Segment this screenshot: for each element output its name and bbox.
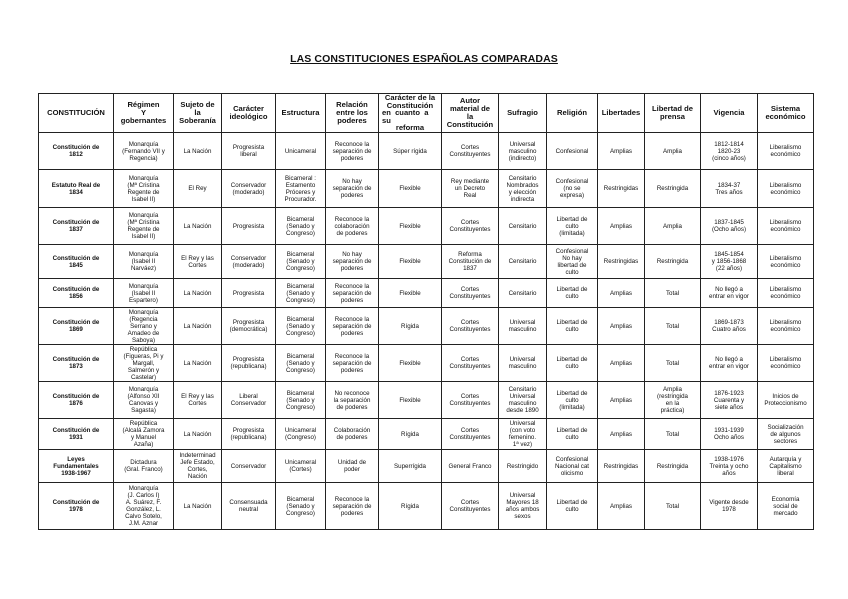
- constitution-name-cell: Constitución de 1876: [39, 382, 114, 419]
- table-cell: República (Alcalá Zamora y Manuel Azaña): [114, 419, 174, 450]
- table-cell: Bicameral (Senado y Congreso): [276, 382, 326, 419]
- table-cell: Restringida: [645, 245, 701, 279]
- table-cell: No hay separación de poderes: [326, 170, 379, 208]
- table-cell: Libertad de culto: [547, 308, 598, 345]
- header-cell: Régimen Y gobernantes: [114, 94, 174, 133]
- table-cell: Reconoce la separación de poderes: [326, 279, 379, 308]
- constitution-name-cell: Constitución de 1978: [39, 483, 114, 530]
- header-cell: Sistema económico: [758, 94, 814, 133]
- table-cell: Censitario: [499, 279, 547, 308]
- table-cell: Universal masculino: [499, 345, 547, 382]
- table-cell: Libertad de culto (limitada): [547, 382, 598, 419]
- header-cell: Sujeto de la Soberanía: [174, 94, 222, 133]
- table-cell: Amplias: [598, 208, 645, 245]
- table-cell: Confesional No hay libertad de culto: [547, 245, 598, 279]
- table-cell: Cortes Constituyentes: [442, 382, 499, 419]
- table-cell: Total: [645, 279, 701, 308]
- table-cell: Cortes Constituyentes: [442, 419, 499, 450]
- table-cell: Confesional Nacional cat olicismo: [547, 450, 598, 483]
- table-cell: Inicios de Proteccionismo: [758, 382, 814, 419]
- table-cell: Restringidas: [598, 170, 645, 208]
- table-cell: Rígida: [379, 308, 442, 345]
- table-cell: Liberalismo económico: [758, 133, 814, 170]
- table-row: [39, 170, 814, 208]
- table-cell: Reconoce la separación de poderes: [326, 483, 379, 530]
- header-cell: Relación entre los poderes: [326, 94, 379, 133]
- table-cell: Liberal Conservador: [222, 382, 276, 419]
- table-cell: Reconoce la colaboración de poderes: [326, 208, 379, 245]
- constitution-name-cell: Constitución de 1837: [39, 208, 114, 245]
- table-cell: Reconoce la separación de poderes: [326, 133, 379, 170]
- table-cell: Monarquía (Mª Cristina Regente de Isabel II): [114, 170, 174, 208]
- constitution-name-cell: Constitución de 1869: [39, 308, 114, 345]
- table-cell: Cortes Constituyentes: [442, 208, 499, 245]
- table-cell: Unidad de poder: [326, 450, 379, 483]
- table-cell: Unicameral: [276, 133, 326, 170]
- constitution-name-cell: Leyes Fundamentales 1938-1967: [39, 450, 114, 483]
- table-cell: 1837-1845 (Ocho años): [701, 208, 758, 245]
- header-cell: CONSTITUCIÓN: [39, 94, 114, 133]
- table-cell: Flexible: [379, 382, 442, 419]
- table-cell: La Nación: [174, 308, 222, 345]
- header-cell: Carácter ideológico: [222, 94, 276, 133]
- table-cell: Consensuada neutral: [222, 483, 276, 530]
- table-cell: El Rey y las Cortes: [174, 245, 222, 279]
- header-cell: Vigencia: [701, 94, 758, 133]
- table-cell: Monarquía (Fernando VII y Regencia): [114, 133, 174, 170]
- table-cell: Total: [645, 308, 701, 345]
- table-cell: No llegó a entrar en vigor: [701, 279, 758, 308]
- table-cell: Monarquía (J. Carlos I) A. Suárez, F. González, L. Calvo Sotelo, J.M. Aznar: [114, 483, 174, 530]
- table-cell: Monarquía (Isabel II Narváez): [114, 245, 174, 279]
- table-cell: Vigente desde 1978: [701, 483, 758, 530]
- table-row: [39, 483, 814, 530]
- table-cell: No llegó a entrar en vigor: [701, 345, 758, 382]
- table-cell: Amplias: [598, 419, 645, 450]
- table-cell: Bicameral (Senado y Congreso): [276, 245, 326, 279]
- table-cell: La Nación: [174, 279, 222, 308]
- constitution-name-cell: Constitución de 1812: [39, 133, 114, 170]
- table-row: [39, 133, 814, 170]
- table-cell: Libertad de culto: [547, 345, 598, 382]
- table-cell: El Rey y las Cortes: [174, 382, 222, 419]
- table-cell: Amplias: [598, 279, 645, 308]
- header-cell: Libertades: [598, 94, 645, 133]
- header-cell: Religión: [547, 94, 598, 133]
- table-cell: Amplias: [598, 382, 645, 419]
- table-cell: Total: [645, 483, 701, 530]
- table-cell: Monarquía (Isabel II Espartero): [114, 279, 174, 308]
- table-cell: 1869-1873 Cuatro años: [701, 308, 758, 345]
- table-cell: Censitario Universal masculino desde 1890: [499, 382, 547, 419]
- table-cell: Bicameral (Senado y Congreso): [276, 483, 326, 530]
- table-cell: Cortes Constituyentes: [442, 308, 499, 345]
- table-cell: Flexible: [379, 208, 442, 245]
- table-cell: 1834-37 Tres años: [701, 170, 758, 208]
- table-cell: Liberalismo económico: [758, 245, 814, 279]
- table-cell: Restringida: [645, 170, 701, 208]
- table-cell: Progresista (democrática): [222, 308, 276, 345]
- table-cell: 1845-1854 y 1856-1868 (22 años): [701, 245, 758, 279]
- table-cell: Libertad de culto (limitada): [547, 208, 598, 245]
- table-cell: Progresista: [222, 208, 276, 245]
- table-cell: Rey mediante un Decreto Real: [442, 170, 499, 208]
- table-cell: Dictadura (Gral. Franco): [114, 450, 174, 483]
- table-cell: Flexible: [379, 245, 442, 279]
- table-cell: Bicameral (Senado y Congreso): [276, 345, 326, 382]
- table-cell: La Nación: [174, 483, 222, 530]
- header-cell: Sufragio: [499, 94, 547, 133]
- header-cell: Carácter de la Constitución en cuanto a su reforma: [379, 94, 442, 133]
- table-cell: Unicameral (Congreso): [276, 419, 326, 450]
- constitutions-table: [38, 93, 814, 530]
- table-cell: Restringidas: [598, 245, 645, 279]
- table-cell: Economía social de mercado: [758, 483, 814, 530]
- table-cell: Conservador (moderado): [222, 170, 276, 208]
- table-cell: Total: [645, 345, 701, 382]
- header-row: [39, 94, 814, 133]
- table-cell: La Nación: [174, 133, 222, 170]
- table-cell: Restringida: [645, 450, 701, 483]
- table-cell: Amplias: [598, 308, 645, 345]
- table-cell: La Nación: [174, 345, 222, 382]
- table-cell: Cortes Constituyentes: [442, 279, 499, 308]
- table-cell: Libertad de culto: [547, 419, 598, 450]
- table-cell: Progresista liberal: [222, 133, 276, 170]
- constitution-name-cell: Estatuto Real de 1834: [39, 170, 114, 208]
- table-cell: Confesional: [547, 133, 598, 170]
- table-cell: Liberalismo económico: [758, 208, 814, 245]
- table-cell: Total: [645, 419, 701, 450]
- table-cell: Universal masculino: [499, 308, 547, 345]
- table-row: [39, 382, 814, 419]
- table-cell: Amplia: [645, 133, 701, 170]
- table-cell: Restringidas: [598, 450, 645, 483]
- table-row: [39, 245, 814, 279]
- table-cell: Liberalismo económico: [758, 279, 814, 308]
- table-cell: Restringido: [499, 450, 547, 483]
- table-cell: Progresista (republicana): [222, 345, 276, 382]
- table-cell: Censitario: [499, 208, 547, 245]
- table-cell: La Nación: [174, 208, 222, 245]
- table-cell: Superrígida: [379, 450, 442, 483]
- table-cell: Rígida: [379, 419, 442, 450]
- table-cell: Reconoce la separación de poderes: [326, 345, 379, 382]
- header-cell: Estructura: [276, 94, 326, 133]
- table-cell: Universal masculino (indirecto): [499, 133, 547, 170]
- table-cell: Conservador (moderado): [222, 245, 276, 279]
- table-cell: Universal (con voto femenino. 1ª vez): [499, 419, 547, 450]
- table-cell: Unicameral (Cortes): [276, 450, 326, 483]
- table-cell: Cortes Constituyentes: [442, 483, 499, 530]
- table-cell: 1876-1923 Cuarenta y siete años: [701, 382, 758, 419]
- table-row: [39, 308, 814, 345]
- table-cell: Monarquía (Mª Cristina Regente de Isabel II): [114, 208, 174, 245]
- table-cell: Amplia: [645, 208, 701, 245]
- table-cell: Flexible: [379, 345, 442, 382]
- table-cell: 1938-1976 Treinta y ocho años: [701, 450, 758, 483]
- table-cell: Liberalismo económico: [758, 170, 814, 208]
- table-row: [39, 450, 814, 483]
- constitution-name-cell: Constitución de 1873: [39, 345, 114, 382]
- table-cell: Progresista: [222, 279, 276, 308]
- table-cell: Rígida: [379, 483, 442, 530]
- table-cell: Socialización de algunos sectores: [758, 419, 814, 450]
- constitution-name-cell: Constitución de 1931: [39, 419, 114, 450]
- constitution-name-cell: Constitución de 1845: [39, 245, 114, 279]
- table-cell: El Rey: [174, 170, 222, 208]
- table-cell: Amplias: [598, 345, 645, 382]
- table-row: [39, 279, 814, 308]
- table-cell: Bicameral : Estamento Próceres y Procurador.: [276, 170, 326, 208]
- table-cell: Flexible: [379, 170, 442, 208]
- table-cell: Colaboración de poderes: [326, 419, 379, 450]
- table-row: [39, 345, 814, 382]
- table-cell: Amplias: [598, 133, 645, 170]
- table-cell: Liberalismo económico: [758, 345, 814, 382]
- table-cell: Indeterminad Jefe Estado, Cortes, Nación: [174, 450, 222, 483]
- table-cell: Flexible: [379, 279, 442, 308]
- table-cell: Libertad de culto: [547, 279, 598, 308]
- table-cell: Bicameral (Senado y Congreso): [276, 208, 326, 245]
- table-cell: Universal Mayores 18 años ambos sexos: [499, 483, 547, 530]
- table-cell: Censitario Nombrados y elección indirecta: [499, 170, 547, 208]
- table-cell: Amplia (restringida en la práctica): [645, 382, 701, 419]
- table-row: [39, 419, 814, 450]
- table-cell: Cortes Constituyentes: [442, 345, 499, 382]
- table-cell: Bicameral (Senado y Congreso): [276, 308, 326, 345]
- table-cell: General Franco: [442, 450, 499, 483]
- table-cell: Censitario: [499, 245, 547, 279]
- table-cell: 1812-1814 1820-23 (cinco años): [701, 133, 758, 170]
- table-cell: No hay separación de poderes: [326, 245, 379, 279]
- table-cell: Bicameral (Senado y Congreso): [276, 279, 326, 308]
- table-cell: No reconoce la separación de poderes: [326, 382, 379, 419]
- table-row: [39, 208, 814, 245]
- document-title: LAS CONSTITUCIONES ESPAÑOLAS COMPARADAS: [290, 53, 558, 65]
- table-cell: Monarquía (Alfonso XII Canovas y Sagasta): [114, 382, 174, 419]
- constitution-name-cell: Constitución de 1856: [39, 279, 114, 308]
- table-cell: 1931-1939 Ocho años: [701, 419, 758, 450]
- table-cell: Monarquía (Regencia Serrano y Amadeo de Saboya): [114, 308, 174, 345]
- header-cell: Autor material de la Constitución: [442, 94, 499, 133]
- table-cell: Liberalismo económico: [758, 308, 814, 345]
- header-cell: Libertad de prensa: [645, 94, 701, 133]
- table-cell: Progresista (republicana): [222, 419, 276, 450]
- table-cell: Confesional (no se expresa): [547, 170, 598, 208]
- table-cell: Reforma Constitución de 1837: [442, 245, 499, 279]
- table-cell: Conservador: [222, 450, 276, 483]
- table-cell: Amplias: [598, 483, 645, 530]
- table-cell: Cortes Constituyentes: [442, 133, 499, 170]
- table-cell: Libertad de culto: [547, 483, 598, 530]
- table-cell: Reconoce la separación de poderes: [326, 308, 379, 345]
- table-cell: Súper rígida: [379, 133, 442, 170]
- table-cell: La Nación: [174, 419, 222, 450]
- table-cell: República (Figueras, Pi y Margall, Salmerón y Castelar): [114, 345, 174, 382]
- table-cell: Autarquía y Capitalismo liberal: [758, 450, 814, 483]
